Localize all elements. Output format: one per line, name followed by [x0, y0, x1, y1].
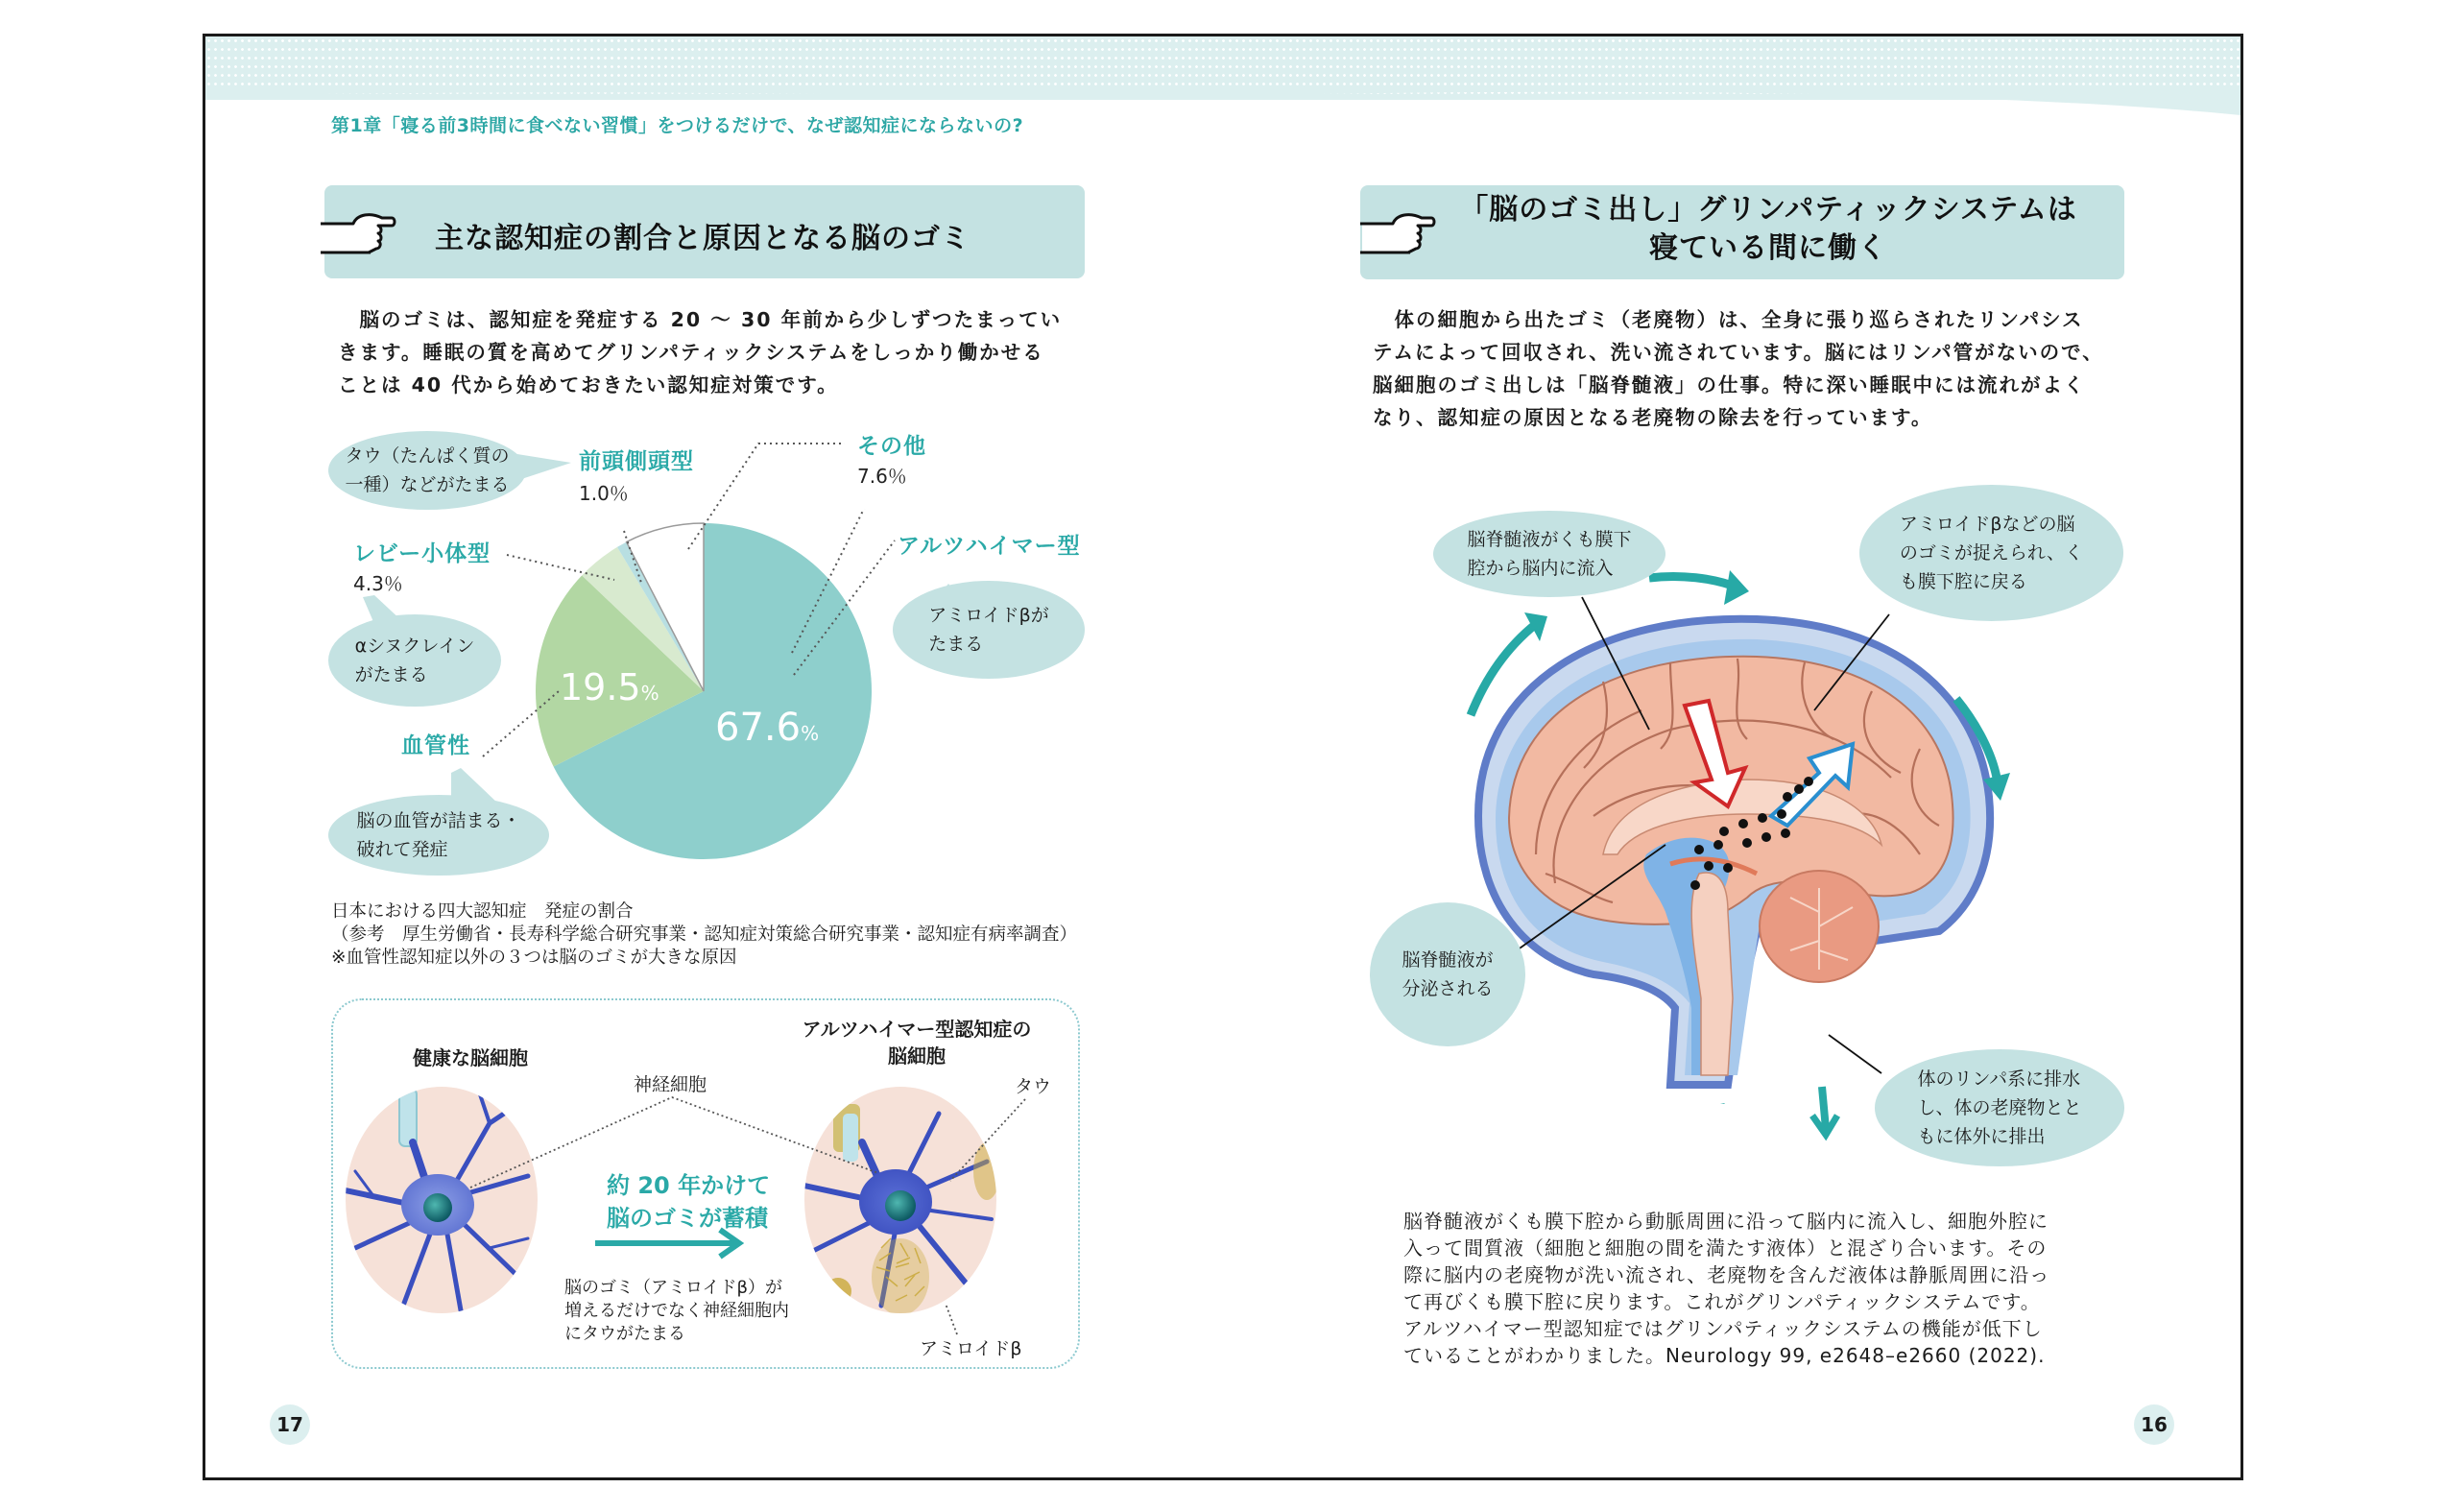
intro-line: 脳細胞のゴミ出しは「脳脊髄液」の仕事。特に深い睡眠中には流れがよく: [1373, 373, 2086, 396]
lewy-label: レビー小体型: [353, 541, 491, 566]
bubble-line: アミロイドβが: [928, 605, 1049, 626]
vascular-value: 19.5: [560, 666, 641, 708]
frontotemporal-value: 1.0％: [579, 482, 629, 505]
other-value: 7.6％: [857, 465, 907, 488]
note-line: 脳のゴミ（アミロイドβ）が: [564, 1278, 782, 1298]
caption-note: ※血管性認知症以外の３つは脳のゴミが大きな原因: [331, 948, 737, 968]
drain-arrow-icon: [1805, 1085, 1843, 1142]
note-line: にタウがたまる: [564, 1324, 685, 1344]
body-line: ていることがわかりました。Neurology 99, e2648–e2660 (2022).: [1403, 1344, 2046, 1367]
bubble-line: 体のリンパ系に排水: [1917, 1068, 2081, 1090]
healthy-cell-title: 健康な脳細胞: [413, 1046, 528, 1069]
amyloid-label: アミロイドβ: [920, 1338, 1022, 1359]
accumulation-line: 脳のゴミが蓄積: [607, 1205, 768, 1232]
page-number-left: 17: [270, 1404, 310, 1445]
body-line: アルツハイマー型認知症ではグリンパティックシステムの機能が低下し: [1403, 1317, 2043, 1340]
bubble-line: もに体外に排出: [1917, 1126, 2046, 1147]
note-line: 増えるだけでなく神経細胞内: [564, 1301, 789, 1321]
intro-line: テムによって回収され、洗い流されています。脳にはリンパ管がないので、: [1373, 341, 2104, 364]
bubble-line: も膜下腔に戻る: [1899, 571, 2027, 592]
bubble-line: 分泌される: [1402, 978, 1494, 999]
bubble-waste-return: [1859, 485, 2123, 621]
intro-line: 体の細胞から出たゴミ（老廃物）は、全身に張り巡らされたリンパシス: [1373, 308, 2084, 331]
alzheimer-cell-title-line: アルツハイマー型認知症の: [802, 1018, 1032, 1041]
body-line: 入って間質液（細胞と細胞の間を満たす液体）と混ざり合います。その: [1403, 1236, 2048, 1260]
other-label: その他: [857, 434, 926, 459]
right-heading-line: 「脳のゴミ出し」グリンパティックシステムは: [1459, 193, 2077, 227]
bubble-line: のゴミが捉えられ、く: [1899, 542, 2084, 564]
bubble-line: アミロイドβなどの脳: [1899, 514, 2075, 535]
vascular-label: 血管性: [401, 733, 470, 758]
bubble-line: たまる: [928, 634, 984, 655]
body-line: 脳脊髄液がくも膜下腔から動脈周囲に沿って脳内に流入し、細胞外腔に: [1403, 1210, 2049, 1233]
caption-title: 日本における四大認知症 発症の割合: [331, 901, 634, 922]
intro-line: 脳のゴミは、認知症を発症する 20 ～ 30 年前から少しずつたまってい: [338, 308, 1063, 331]
tau-label: タウ: [1015, 1076, 1052, 1097]
chapter-title: 第1章「寝る前3時間に食べない習慣」をつけるだけで、なぜ認知症にならないの?: [331, 115, 1024, 136]
bubble-line: 破れて発症: [356, 839, 448, 860]
bubble-line: 腔から脳内に流入: [1467, 558, 1614, 579]
accumulation-line: 約 20 年かけて: [607, 1172, 771, 1199]
page-number-right: 16: [2134, 1404, 2174, 1445]
alzheimer-cell-title-line: 脳細胞: [888, 1044, 946, 1068]
bubble-line: 脳脊髄液がくも膜下: [1467, 529, 1632, 550]
body-line: 際に脳内の老廃物が洗い流され、老廃物を含んだ液体は静脈周囲に沿っ: [1403, 1263, 2050, 1286]
bubble-lymph-drain: [1875, 1049, 2124, 1166]
right-heading-line: 寝ている間に働く: [1649, 231, 1887, 265]
bubble-line: タウ（たんぱく質の: [345, 445, 510, 467]
pct-sign: %: [640, 682, 659, 705]
neuron-label: 神経細胞: [634, 1074, 707, 1095]
bubble-csf-secreted: [1370, 902, 1525, 1046]
bubble-line: 一種）などがたまる: [345, 474, 510, 495]
pct-sign: %: [801, 722, 820, 745]
caption-source: （参考 厚生労働省・長寿科学総合研究事業・認知症対策総合研究事業・認知症有病率調査）: [331, 924, 1078, 945]
intro-line: なり、認知症の原因となる老廃物の除去を行っています。: [1373, 406, 1933, 429]
body-line: て再びくも膜下腔に戻ります。これがグリンパティックシステムです。: [1403, 1290, 2041, 1313]
alzheimer-label: アルツハイマー型: [898, 534, 1081, 559]
bubble-line: がたまる: [354, 664, 428, 685]
bubble-line: αシヌクレイン: [354, 636, 475, 657]
intro-line: ことは 40 代から始めておきたい認知症対策です。: [338, 373, 839, 396]
left-heading-title: 主な認知症の割合と原因となる脳のゴミ: [435, 222, 970, 255]
bubble-line: 脳脊髄液が: [1402, 949, 1494, 971]
alzheimer-value: 67.6: [715, 706, 802, 750]
frontotemporal-label: 前頭側頭型: [579, 449, 694, 474]
lewy-value: 4.3％: [353, 572, 403, 595]
intro-line: きます。睡眠の質を高めてグリンパティックシステムをしっかり働かせる: [338, 341, 1044, 364]
bubble-csf-inflow: [1433, 511, 1665, 597]
bubble-line: 脳の血管が詰まる・: [356, 810, 521, 831]
right-body-paragraph: [1403, 1208, 2049, 1369]
bubble-line: し、体の老廃物とと: [1917, 1097, 2082, 1118]
